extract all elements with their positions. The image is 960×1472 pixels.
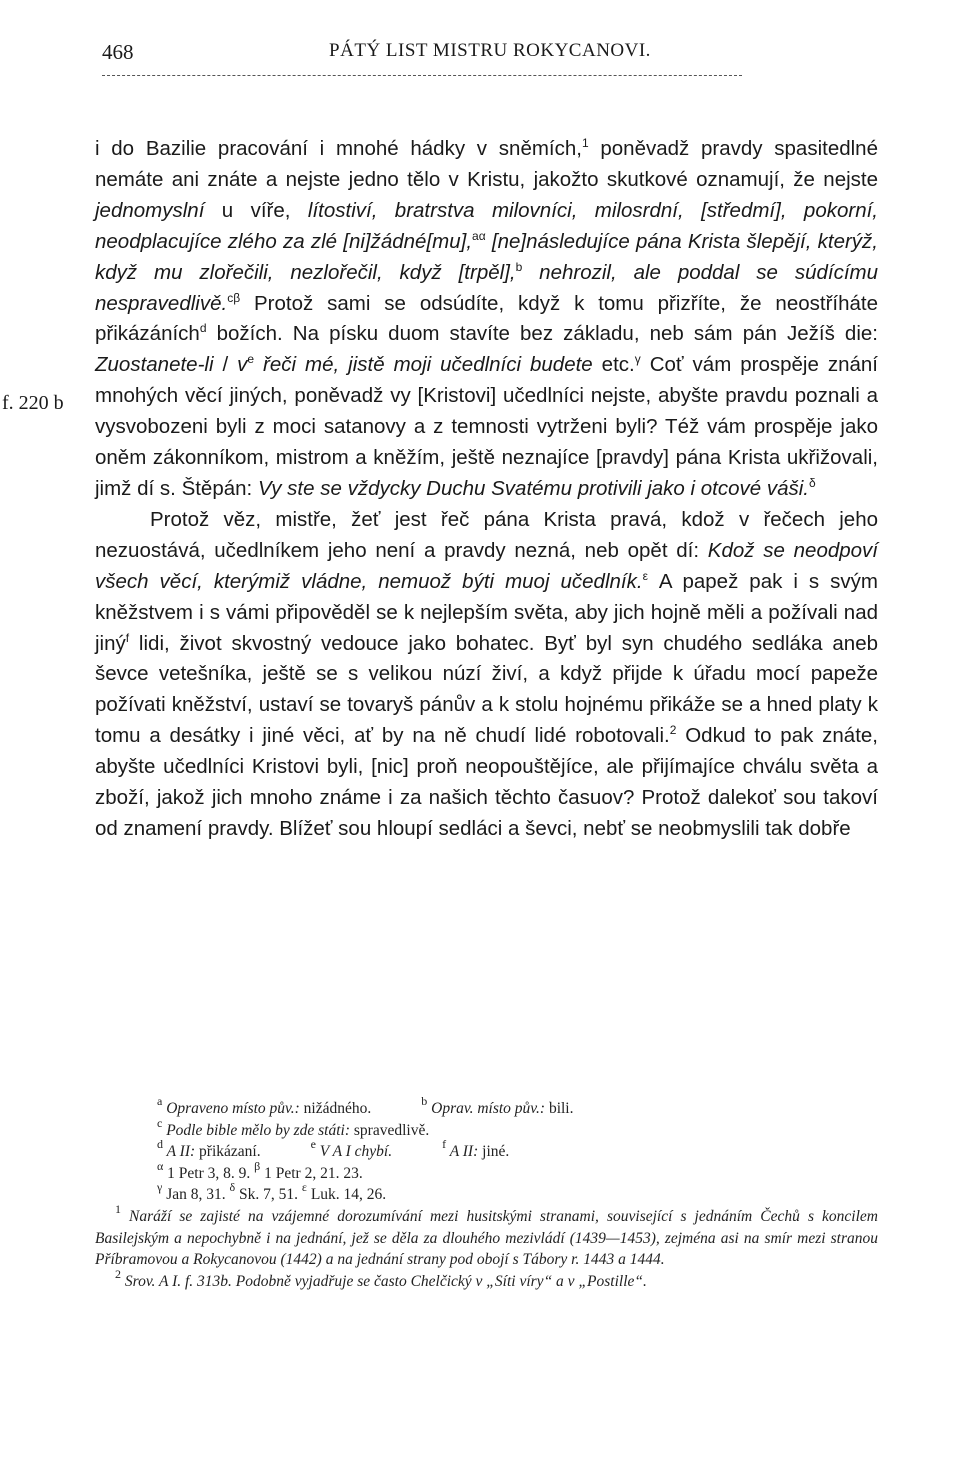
italic-text: Kdož se neodpoví všech věcí, kterýmiž vládne, nemuož býti muoj učedlník.	[95, 538, 879, 593]
text-run: u víře,	[204, 198, 308, 222]
italic-text: V A I chybí.	[315, 1143, 393, 1161]
footnote-marker: ε	[642, 568, 648, 583]
text-run: Jan 8, 31.	[162, 1186, 230, 1204]
text-run: bili.	[548, 1100, 574, 1117]
footnote-marker: β	[254, 1158, 261, 1173]
page-number: 468	[102, 40, 134, 64]
text-run: přikázaní.	[199, 1143, 261, 1161]
footnote-line	[95, 1158, 878, 1185]
text-run: Protož věz, mistře, žeť jest řeč pána Krista pravá, kdož v řečech jeho nezuostává, učedlníkem jeho není a pravdy nezná, neb opět dí:	[95, 507, 878, 562]
italic-text: Oprav. místo pův.:	[427, 1100, 549, 1117]
paragraph	[95, 134, 878, 505]
italic-text: nehrozil, ale poddal se súdícímu nespravedlivě.	[95, 260, 879, 315]
italic-text: Podle bible mělo by zde státi:	[162, 1121, 354, 1139]
footnote-marker: 1	[115, 1201, 121, 1216]
text-run: Protož sami se odsúdíte, když k tomu přizříte, že neostříháte přikázáních	[95, 291, 878, 346]
footnote-marker: e	[247, 352, 255, 367]
italic-text: Srov. A I. f. 313b. Podobně vyjadřuje se často Chelčický v „Síti víry“ a v „Postille“.	[121, 1272, 647, 1290]
text-run: 1 Petr 2, 21. 23.	[260, 1164, 363, 1182]
italic-text: A II:	[446, 1143, 483, 1161]
text-run: nižádného.	[303, 1100, 372, 1117]
text-run: 1 Petr 3, 8. 9.	[163, 1164, 255, 1182]
italic-text: jednomyslní	[95, 198, 205, 222]
footnote-line	[95, 1094, 878, 1120]
italic-text: Naráží se zajisté na vzájemné dorozumívání mezi husitskými stranami, související s jednáním Čechů s koncilem Basilejským a nepochybně i na jednání, jež se děla za dlouhého mezivládí (1439—1453), zejména asi na smír mezi stranou Příbramovou a Rokycanovou (1442) a na jednání strany pod obojí s Tábory r. 1443 a 1444.	[95, 1207, 878, 1269]
header-rule	[102, 75, 742, 76]
footnotes	[95, 1094, 878, 1292]
footnote-marker: 2	[669, 723, 677, 738]
text-run: /	[213, 353, 238, 377]
italic-text: v	[237, 353, 248, 377]
footnote-marker: 2	[115, 1266, 121, 1281]
footnote-marker: b	[515, 259, 523, 274]
text-run: spravedlivě.	[353, 1121, 430, 1139]
text-run: božích. Na písku duom stavíte bez základu, neb sám pán Ježíš die:	[206, 322, 878, 346]
italic-text: řeči mé, jistě moji učedlníci budete	[254, 353, 593, 377]
italic-text: [ne]následujíce pána Krista šlepějí, kterýž, když mu zlořečili, nezlořečil, když [trpěl],	[95, 229, 878, 284]
footnote-marker: a	[157, 1094, 163, 1108]
footnote	[95, 1266, 878, 1293]
main-text	[95, 134, 878, 845]
footnote-marker: γ	[157, 1180, 163, 1195]
italic-text: A II:	[163, 1143, 200, 1161]
running-title: PÁTÝ LIST MISTRU ROKYCANOVI.	[329, 40, 651, 61]
footnote-marker: γ	[634, 352, 641, 367]
italic-text: Vy ste se vždycky Duchu Svatému protivili jako i otcové váši.	[257, 476, 810, 500]
footnote-line	[95, 1137, 878, 1163]
text-run: Luk. 14, 26.	[306, 1186, 387, 1204]
page-header	[102, 34, 878, 74]
footnote-line	[95, 1115, 878, 1142]
italic-text: Zuostanete-li	[95, 353, 214, 377]
text-run: Odkud to pak znáte, abyšte učedlníci Kristovi byli, [nic] proň neopouštějíce, ale přijímajíce chválu světa a zboží, jakož jich mnoho známe i za našich těchto časuov? Protož dalekoť sou takoví od znamení pravdy. Blížeť sou hloupí sedláci a ševci, nebť se neobmyslili tak dobře	[95, 724, 878, 840]
footnote-marker: δ	[809, 475, 816, 490]
footnote-line	[95, 1180, 878, 1206]
paragraph	[95, 505, 878, 845]
footnote-marker: cβ	[227, 290, 241, 305]
text-run: poněvadž pravdy spasitedlné nemáte ani znáte a nejste jedno tělo v Kristu, jakožto skutkové oznamují, že nejste	[95, 137, 878, 191]
footnote-marker: d	[199, 321, 207, 336]
footnote-marker: f	[442, 1137, 447, 1152]
footnote-marker: f	[125, 630, 130, 645]
footnote-marker: c	[157, 1115, 163, 1130]
footnote-marker: e	[310, 1137, 316, 1152]
italic-text: Opraveno místo pův.:	[162, 1100, 304, 1117]
footnote-marker: δ	[229, 1180, 236, 1195]
footnote-marker: α	[157, 1158, 164, 1173]
footnote	[95, 1201, 878, 1271]
footnote-marker: 1	[581, 136, 589, 150]
text-run: Sk. 7, 51.	[235, 1186, 302, 1204]
margin-folio-note: f. 220 b	[2, 392, 64, 414]
text-run: i do Bazilie pracování i mnohé hádky v sněmích,	[95, 137, 582, 160]
text-run: A papež pak i s svým kněžstvem i s vámi připověděl se k nejlepším světa, aby jich hojně měli a požívali nad jiný	[95, 569, 878, 655]
text-run: lidi, život skvostný vedouce jako bohatec. Byť byl syn chudého sedláka aneb ševce vetešníka, ještě se s velikou núzí živí, a když přijde k úřadu mocí papeže požívati kněžství, ustaví se tovaryš pánův a k stolu hojnému přikáže se a hned platy k tomu a desátky i jiné věci, ať by na ně chudí lidé robotovali.	[95, 631, 878, 748]
footnote-marker: aα	[472, 228, 486, 243]
footnote-marker: d	[157, 1137, 163, 1152]
text-run: jiné.	[482, 1143, 510, 1161]
footnote-marker: b	[421, 1094, 428, 1108]
text-run: etc.	[592, 353, 635, 377]
footnote-marker: ε	[301, 1180, 307, 1195]
italic-text: lítostiví, bratrstva milovníci, milosrdní, [středmí], pokorní, neodplacujíce zlého za zlé [ni]žádné[mu],	[95, 198, 878, 253]
text-run: Coť vám prospěje znání mnohých věcí jiných, poněvadž vy [Kristovi] učedlníci nejste, abyšte pravdu poznali a vysvobozeni byli z moci satanovy a z temnosti vytrženi byli? Též vám prospěje jako oněm zákonníkom, mistrom a kněžím, ještě neznajíce [pravdy] pána Krista ukřižovali, jimž dí s. Štěpán:	[95, 353, 878, 500]
